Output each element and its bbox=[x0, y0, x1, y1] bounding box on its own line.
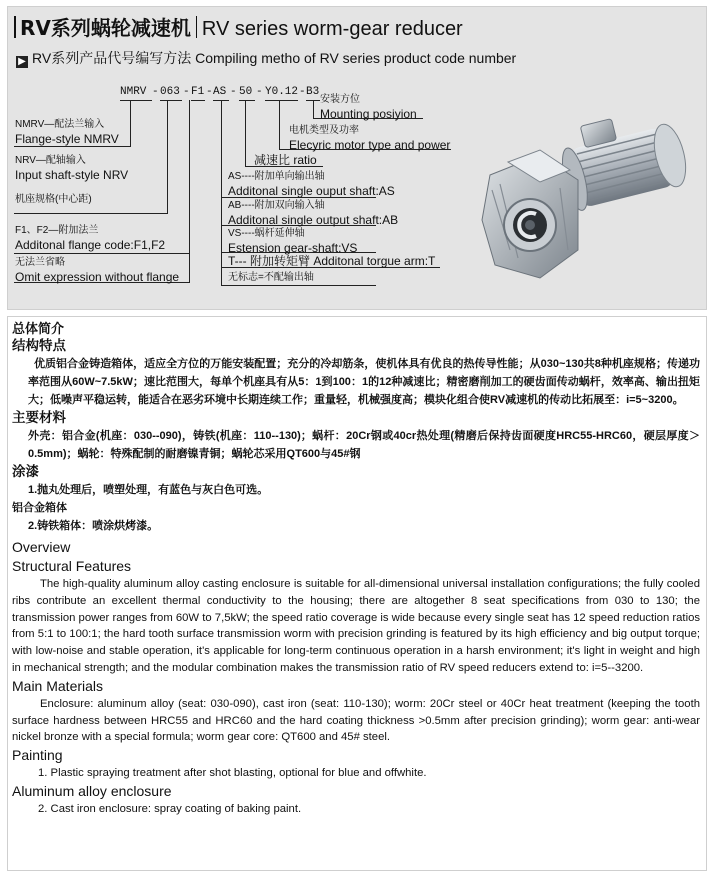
cn-structure-text: 优质铝合金铸造箱体，适应全方位的万能安装配置；充分的冷却筋条，使机体具有优良的热传导性能；从030~130共8种机座规格；传递功率范围从60W~7.5kW；速比范围大，每单个机座具有从5：1到100：1的12种减速比；精密磨削加工的硬齿面传动蜗杆，效率高、输出扭矩大；低噪声平稳运转，能适合在恶劣环境中长期连续工作；重量轻，机械强度高；模块化组合使RV减速机的传动比拓展至：i=5~3200。 bbox=[28, 358, 700, 406]
label-nmrv-en: Flange-style NMRV bbox=[15, 132, 119, 146]
code-dash: - bbox=[230, 86, 237, 98]
arrow-icon: ▶ bbox=[16, 56, 28, 68]
label-seat: 机座规格(中心距) bbox=[15, 194, 92, 205]
en-paint-heading: Painting bbox=[12, 747, 63, 764]
cn-overview-heading: 总体简介 bbox=[12, 321, 65, 336]
code-dash: - bbox=[256, 86, 263, 98]
subtitle bbox=[16, 48, 516, 68]
underline-motor bbox=[265, 100, 298, 101]
cn-material-heading: 主要材料 bbox=[12, 410, 66, 425]
code-motor: Y0.12 bbox=[265, 86, 299, 98]
underline-seat bbox=[160, 100, 182, 101]
label-ab-en: Additonal single output shaft:AB bbox=[228, 213, 399, 227]
en-material-heading: Main Materials bbox=[12, 677, 104, 694]
label-as-en: Additonal single ouput shaft:AS bbox=[228, 184, 395, 198]
line-shaft bbox=[221, 100, 222, 286]
code-dash: - bbox=[183, 86, 190, 98]
line-nmrv-h bbox=[14, 146, 131, 147]
line-nmrv bbox=[130, 100, 131, 147]
label-nrv-cn: NRV—配轴输入 bbox=[15, 155, 86, 166]
label-ab bbox=[228, 199, 398, 227]
label-as bbox=[228, 170, 395, 198]
label-flange-cn: F1、F2—附加法兰 bbox=[15, 225, 99, 236]
cn-paint-1: 1.抛丸处理后，喷塑处理，有蓝色与灰白色可选。 bbox=[28, 484, 269, 496]
underline-flange bbox=[191, 100, 205, 101]
title-separator bbox=[196, 16, 197, 38]
label-flange-en: Additonal flange code:F1,F2 bbox=[15, 238, 166, 252]
title-en: RV series worm-gear reducer bbox=[201, 18, 463, 40]
code-dash: - bbox=[299, 86, 306, 98]
line-motor bbox=[279, 100, 280, 150]
label-no-flange bbox=[15, 256, 179, 284]
cn-structure-heading: 结构特点 bbox=[12, 338, 66, 353]
code-shaft: AS bbox=[213, 86, 227, 98]
label-flange bbox=[15, 224, 165, 252]
line-seat-h bbox=[14, 213, 168, 214]
title-bar bbox=[14, 16, 16, 38]
line-seat bbox=[167, 100, 168, 214]
underline-nmrv bbox=[120, 100, 152, 101]
label-no-flange-en: Omit expression without flange bbox=[15, 270, 180, 284]
cn-alu-heading: 铝合金箱体 bbox=[12, 502, 67, 514]
label-mounting-cn: 安装方位 bbox=[320, 94, 360, 105]
page-title bbox=[14, 12, 463, 41]
label-no-flange-cn: 无法兰省略 bbox=[15, 257, 65, 268]
title-cn: RV系列蜗轮减速机 bbox=[20, 16, 191, 40]
label-ab-cn: AB----附加双向输入轴 bbox=[228, 200, 325, 211]
cn-paint-heading: 涂漆 bbox=[12, 464, 39, 479]
label-as-cn: AS----附加单向输出轴 bbox=[228, 171, 325, 182]
label-motor-en: Elecyric motor type and power bbox=[289, 138, 451, 152]
line-mounting bbox=[313, 100, 314, 119]
code-ratio: 50 bbox=[239, 86, 253, 98]
en-material-text: Enclosure: aluminum alloy (seat: 030-090), cast iron (seat: 110-130); worm: 20Cr steel or 40Cr heat treatment (keeping the tooth surface hardness between HRC55 and HRC60 and the hard coating thickness >0.5mm after precision grinding); worm gear: anti-wear nickel bronze with a special formula; worm gear core: QT600 and 45# steel. bbox=[12, 697, 700, 744]
worm-gear-reducer-image bbox=[470, 100, 698, 285]
label-mounting bbox=[320, 93, 417, 121]
label-vs bbox=[228, 227, 357, 255]
en-structure-text: The high-quality aluminum alloy casting enclosure is suitable for all-dimensional universal installation configurations; the fully cooled ribs contribute an excellent thermal conductivity to the housing; there are altogether 8 seat specifications from 030 to 130; the transmission power ranges from 60W to 7,5kW; the speed ratio coverage is wide because every single seat has 12 speed reduction ratios from 5:1 to 100:1; the hard tooth surface transmission worm with precision grinding is featured by its high efficiency and big output torque; with low-noise and stable operation, it's applicable for long-term continuous operation in a harsh environment; it's light in weight and high in mechanical strength; and the modular combination makes the transmission ratio of RV speed reducers extend to: i=5--3200. bbox=[12, 578, 701, 674]
label-mounting-en: Mounting posiyion bbox=[320, 107, 417, 121]
line-nomark bbox=[222, 285, 376, 286]
code-dash: - bbox=[152, 86, 159, 98]
code-nmrv: NMRV bbox=[120, 86, 147, 98]
label-t: T--- 附加转矩臂 Additonal torgue arm:T bbox=[228, 254, 436, 268]
cn-paint-2: 2.铸铁箱体：喷涂烘烤漆。 bbox=[28, 520, 159, 532]
en-alu-heading: Aluminum alloy enclosure bbox=[12, 782, 172, 799]
label-nrv bbox=[15, 154, 128, 182]
code-seat: 063 bbox=[160, 86, 180, 98]
label-motor-cn: 电机类型及功率 bbox=[289, 125, 359, 136]
cn-material-text: 外壳：铝合金(机座：030--090)，铸铁(机座：110--130)；蜗杆：20Cr钢或40cr热处理(精磨后保持齿面硬度HRC55-HRC60，硬层厚度＞0.5mm)；蜗轮：特殊配制的耐磨镍青铜；蜗轮芯采用QT600与45#钢 bbox=[28, 430, 700, 460]
en-paint-1: 1. Plastic spraying treatment after shot blasting, optional for blue and offwhite. bbox=[38, 767, 427, 780]
label-motor bbox=[289, 124, 450, 152]
en-structure-heading: Structural Features bbox=[12, 558, 132, 574]
code-mounting: B3 bbox=[306, 86, 320, 98]
underline-ratio bbox=[239, 100, 255, 101]
label-nmrv bbox=[15, 118, 119, 146]
en-overview-heading: Overview bbox=[12, 539, 71, 555]
line-ratio bbox=[245, 100, 246, 167]
en-paint-2: 2. Cast iron enclosure: spray coating of baking paint. bbox=[38, 802, 302, 815]
label-vs-en: Estension gear-shaft:VS bbox=[228, 241, 358, 255]
line-flange bbox=[189, 100, 190, 283]
code-flange: F1 bbox=[191, 86, 205, 98]
subtitle-text: RV系列产品代号编写方法 Compiling metho of RV series product code number bbox=[32, 50, 517, 66]
code-dash: - bbox=[206, 86, 213, 98]
line-flange-h2 bbox=[14, 253, 190, 254]
label-nrv-en: Input shaft-style NRV bbox=[15, 168, 129, 182]
label-nmrv-cn: NMRV—配法兰输入 bbox=[15, 119, 105, 130]
label-nomark: 无标志=不配输出轴 bbox=[228, 272, 314, 283]
description bbox=[12, 318, 700, 818]
label-vs-cn: VS----蜗杆延伸轴 bbox=[228, 228, 305, 239]
label-ratio: 减速比 ratio bbox=[254, 153, 317, 167]
